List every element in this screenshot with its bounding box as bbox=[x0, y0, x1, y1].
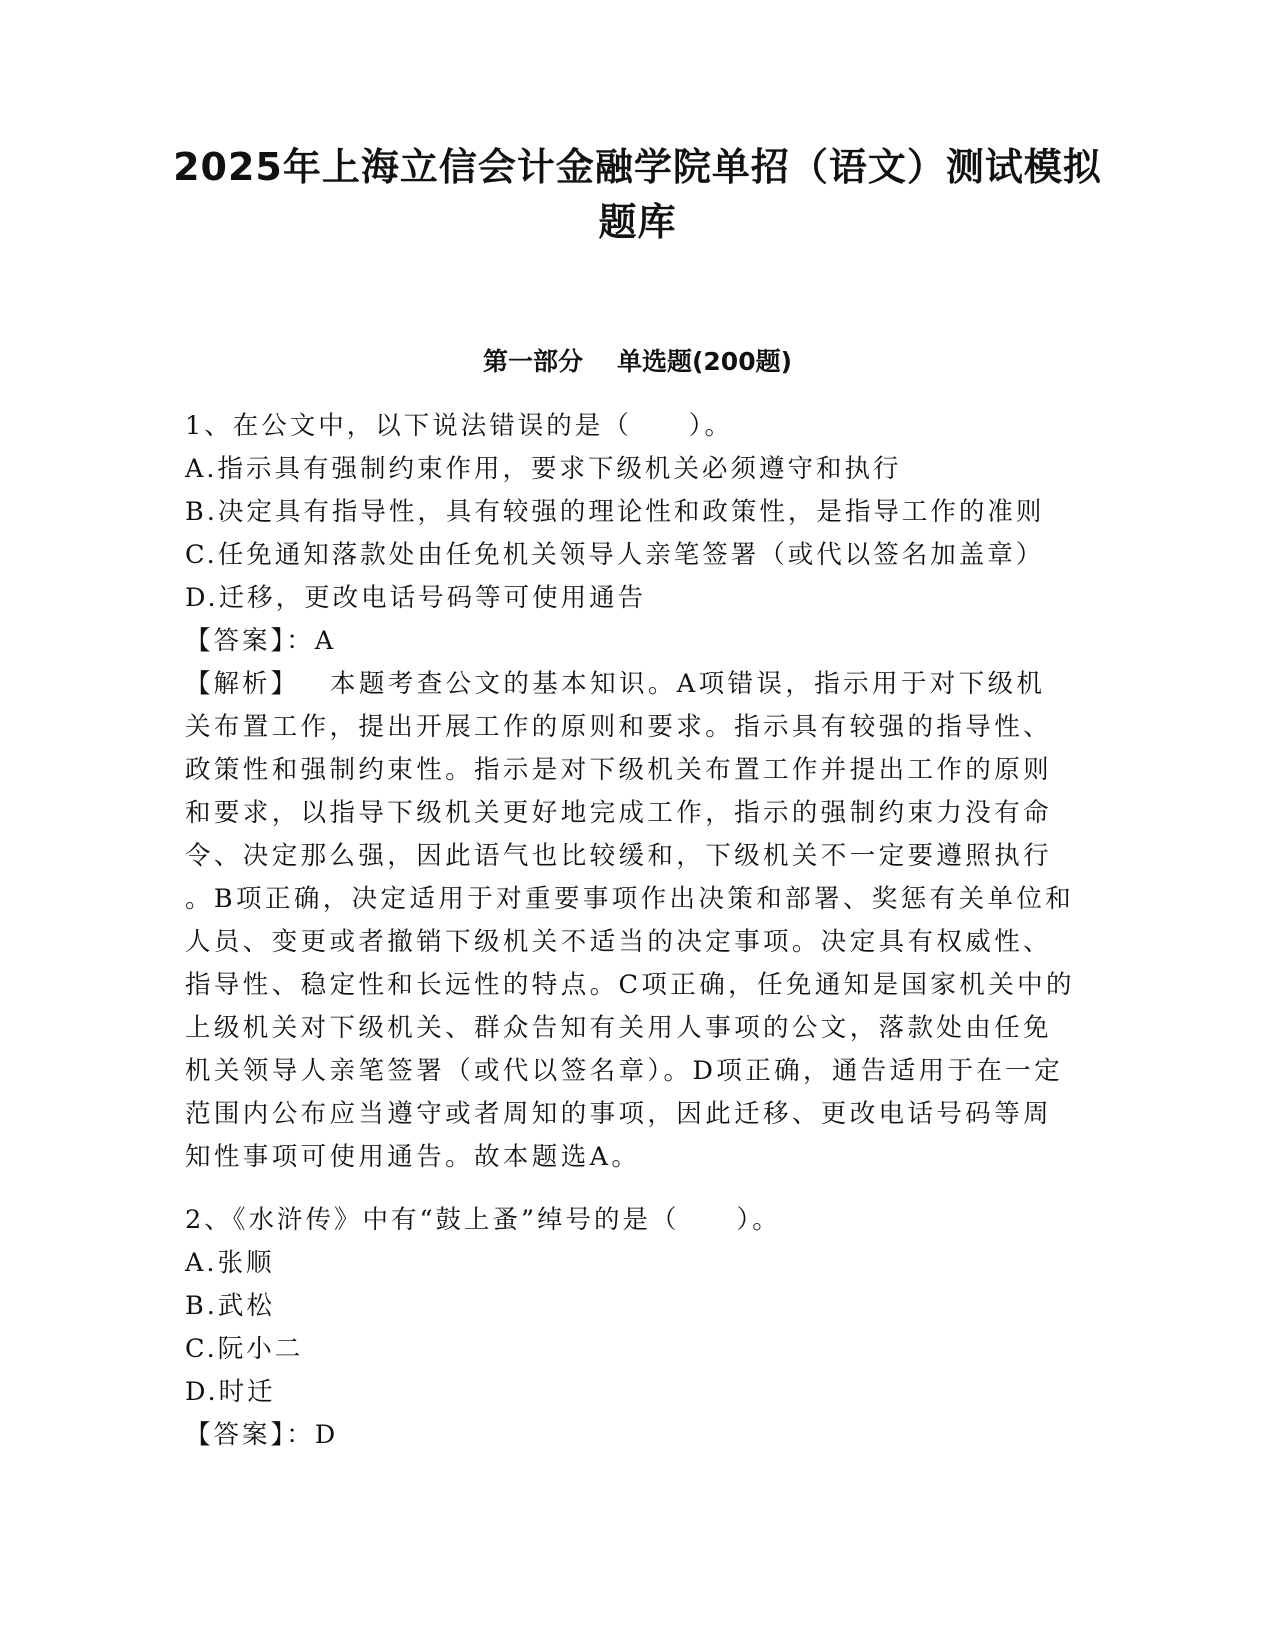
explanation-line: 政策性和强制约束性。指示是对下级机关布置工作并提出工作的原则 bbox=[185, 755, 1053, 785]
question-1 bbox=[185, 405, 1085, 1179]
question-stem: 2、《水浒传》中有“鼓上蚤”绰号的是（ ）。 bbox=[185, 1205, 781, 1235]
explanation bbox=[185, 663, 1085, 1179]
section-part: 第一部分 bbox=[482, 347, 583, 376]
option-d: D.迁移，更改电话号码等可使用通告 bbox=[185, 583, 647, 613]
explanation-line: 机关领导人亲笔签署（或代以签名章）。D项正确，通告适用于在一定 bbox=[185, 1056, 1064, 1086]
explanation-line: 【解析】 本题考查公文的基本知识。A项错误，指示用于对下级机 bbox=[185, 663, 1085, 706]
option-b: B.决定具有指导性，具有较强的理论性和政策性，是指导工作的准则 bbox=[185, 497, 1045, 527]
answer-label: 【答案】： bbox=[185, 626, 315, 656]
question-2 bbox=[185, 1199, 1085, 1457]
option-c: C.阮小二 bbox=[185, 1334, 304, 1364]
explanation-line: 上级机关对下级机关、群众告知有关用人事项的公文，落款处由任免 bbox=[185, 1013, 1053, 1043]
explanation-label: 【解析】 bbox=[185, 669, 300, 699]
answer-label: 【答案】： bbox=[185, 1420, 315, 1450]
answer-value: D bbox=[314, 1420, 339, 1450]
document-body bbox=[185, 405, 1085, 1457]
section-name: 单选题(200题) bbox=[616, 347, 793, 376]
option-d: D.时迁 bbox=[185, 1377, 276, 1407]
explanation-line: 指导性、稳定性和长远性的特点。C项正确，任免通知是国家机关中的 bbox=[185, 970, 1075, 1000]
option-a: A.张顺 bbox=[185, 1248, 275, 1278]
title-line-1: 2025年上海立信会计金融学院单招（语文）测试模拟 bbox=[173, 145, 1102, 189]
explanation-line: 知性事项可使用通告。故本题选A。 bbox=[185, 1142, 641, 1172]
answer-line bbox=[185, 1414, 1085, 1457]
explanation-line: 。B项正确，决定适用于对重要事项作出决策和部署、奖惩有关单位和 bbox=[185, 884, 1075, 914]
answer-value: A bbox=[314, 626, 337, 656]
option-a: A.指示具有强制约束作用，要求下级机关必须遵守和执行 bbox=[185, 454, 902, 484]
option-b: B.武松 bbox=[185, 1291, 275, 1321]
explanation-line: 范围内公布应当遵守或者周知的事项，因此迁移、更改电话号码等周 bbox=[185, 1099, 1053, 1129]
explanation-line: 人员、变更或者撤销下级机关不适当的决定事项。决定具有权威性、 bbox=[185, 927, 1053, 957]
document-title bbox=[140, 140, 1135, 250]
option-c: C.任免通知落款处由任免机关领导人亲笔签署（或代以签名加盖章） bbox=[185, 540, 1045, 570]
explanation-line: 令、决定那么强，因此语气也比较缓和，下级机关不一定要遵照执行 bbox=[185, 841, 1053, 871]
explanation-line: 关布置工作，提出开展工作的原则和要求。指示具有较强的指导性、 bbox=[185, 712, 1053, 742]
title-line-2: 题库 bbox=[598, 200, 677, 244]
section-heading bbox=[140, 344, 1135, 380]
question-stem: 1、在公文中，以下说法错误的是（ ）。 bbox=[185, 411, 733, 441]
answer-line bbox=[185, 620, 1085, 663]
explanation-line: 和要求，以指导下级机关更好地完成工作，指示的强制约束力没有命 bbox=[185, 798, 1053, 828]
